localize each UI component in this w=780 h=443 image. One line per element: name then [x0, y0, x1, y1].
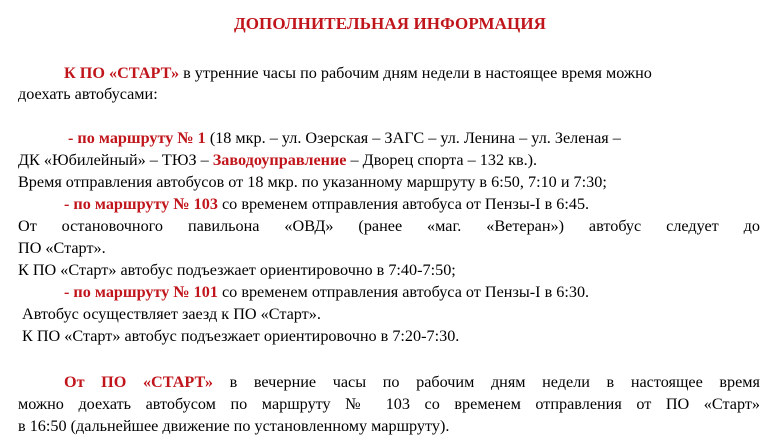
route-103-line-2: От остановочного павильона «ОВД» (ранее «маг. «Ветеран») автобус следует до	[18, 217, 760, 235]
route-101-line-1	[64, 282, 589, 303]
evening-line-2: можно доехать автобусом по маршруту № 103 со временем отправления от ПО «Старт»	[18, 395, 760, 413]
route-1-stops-2b: – Дворец спорта – 132 кв.).	[346, 151, 538, 169]
route-103-line-3: ПО «Старт».	[18, 239, 106, 257]
from-start-lead: От ПО «СТАРТ»	[64, 373, 213, 391]
route-1-stops-1: (18 мкр. – ул. Озерская – ЗАГС – ул. Ленина – ул. Зеленая –	[205, 129, 621, 147]
morning-intro-line-1	[64, 63, 652, 84]
route-101-departure: со временем отправления автобуса от Пензы-I в 6:30.	[217, 283, 590, 301]
route-1-plant-office: Заводоуправление	[212, 151, 347, 169]
route-103-arrival: К ПО «Старт» автобус подъезжает ориентировочно в 7:40-7:50;	[18, 261, 456, 279]
route-103-departure: со временем отправления автобуса от Пензы-I в 6:45.	[217, 195, 590, 213]
morning-intro-text: в утренние часы по рабочим дням недели в настоящее время можно	[179, 64, 652, 82]
to-start-lead: К ПО «СТАРТ»	[64, 64, 180, 82]
route-1-times: Время отправления автобусов от 18 мкр. по указанному маршруту в 6:50, 7:10 и 7:30;	[18, 173, 607, 191]
route-1-line-2	[18, 150, 537, 171]
route-1-line-1	[68, 128, 621, 149]
route-103-label: - по маршруту № 103	[64, 195, 218, 213]
route-103-line-1	[64, 194, 589, 215]
page-title: ДОПОЛНИТЕЛЬНАЯ ИНФОРМАЦИЯ	[233, 14, 547, 33]
route-101-line-2: Автобус осуществляет заезд к ПО «Старт».	[22, 305, 321, 323]
evening-line-1	[64, 372, 760, 393]
evening-line-3: в 16:50 (дальнейшее движение по установленному маршруту).	[18, 417, 450, 435]
route-101-label: - по маршруту № 101	[64, 283, 218, 301]
route-1-label: - по маршруту № 1	[68, 129, 206, 147]
route-1-stops-2a: ДК «Юбилейный» – ТЮЗ –	[18, 151, 213, 169]
route-101-arrival: К ПО «Старт» автобус подъезжает ориентировочно в 7:20-7:30.	[22, 327, 460, 345]
evening-text: в вечерние часы по рабочим дням недели в настоящее время	[212, 373, 760, 391]
morning-intro-line-2: доехать автобусами:	[18, 85, 158, 103]
